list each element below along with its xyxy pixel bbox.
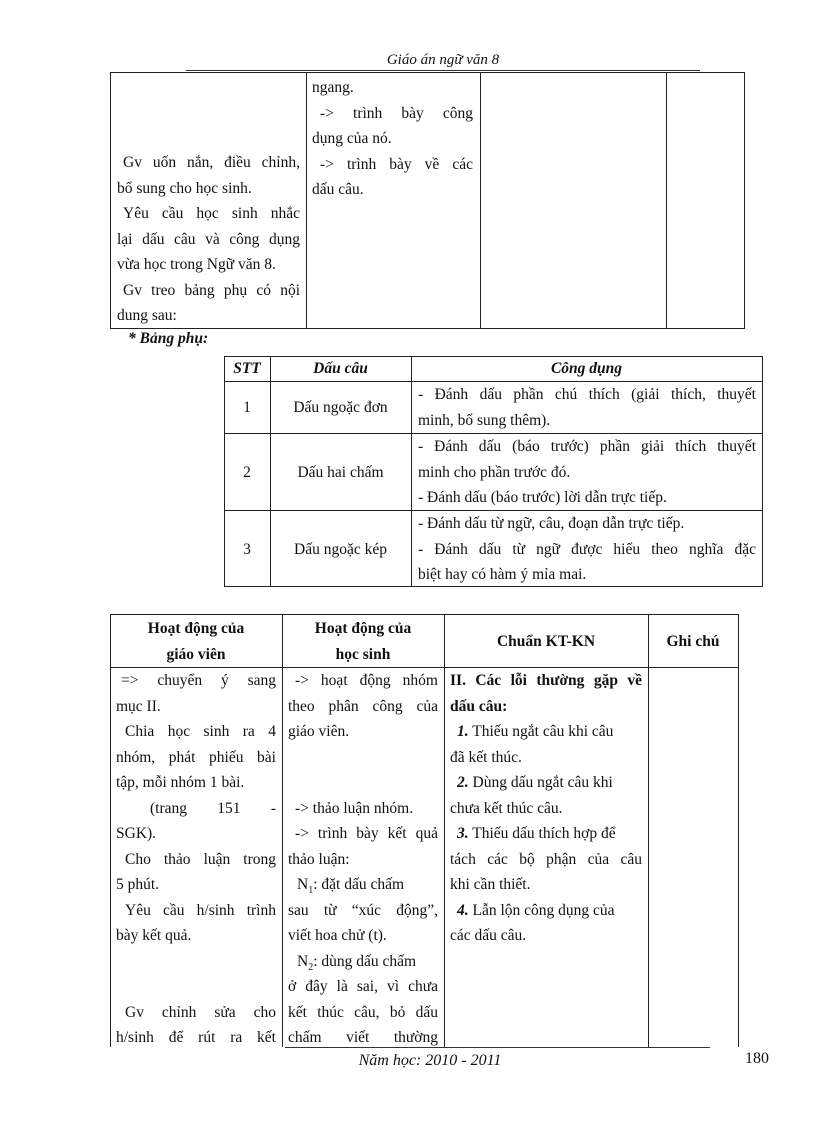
table-row-2-cong-dung: - Đánh dấu (báo trước) phần giải thích thuyết minh cho phần trước đó. - Đánh dấu (báo trước) lời dẫn trực tiếp. xyxy=(418,438,756,506)
bang-phu-label: * Bảng phụ: xyxy=(128,330,209,347)
teacher-activities: => chuyển ý sang mục II. Chia học sinh ra 4 nhóm, phát phiếu bài tập, mỗi nhóm 1 bài. (trang 151 - SGK). Cho thảo luận trong 5 phút. Yêu cầu h/sinh trình bày kết quả. Gv chỉnh sửa cho h/sinh để rút ra kết xyxy=(116,672,276,1046)
chuan-kt-kn: II. Các lỗi thường gặp về dấu câu: 1. Thiếu ngắt câu khi câu đã kết thúc. 2. Dùng dấu ngắt câu khi chưa kết thúc câu. 3. Thiếu dấu thích hợp để tách các bộ phận của câu khi cần thiết. 4. Lẫn lộn công dụng của các dấu câu. xyxy=(450,672,642,944)
table-row-2-stt: 2 xyxy=(243,464,251,481)
page-number: 180 xyxy=(745,1050,769,1067)
table-row-3-stt: 3 xyxy=(243,541,251,558)
col-header-dau-cau: Dấu câu xyxy=(313,360,368,377)
page-header: Giáo án ngữ văn 8 xyxy=(186,52,700,71)
col-header-hoc-sinh: Hoạt động của học sinh xyxy=(314,620,412,663)
table-row-1-stt: 1 xyxy=(243,399,251,416)
table-row-2-dau: Dấu hai chấm xyxy=(297,464,384,481)
col-header-giao-vien: Hoạt động của giáo viên xyxy=(147,620,245,663)
table-row-1-dau: Dấu ngoặc đơn xyxy=(293,399,388,416)
col-header-stt: STT xyxy=(233,360,261,377)
student-activities: -> hoạt động nhóm theo phân công của giáo viên. -> thảo luận nhóm. -> trình bày kết quả thảo luận: $N_1$: đặt dấu chấm sau từ “xúc động”, viết hoa chử (t). $N_2$: dùng dấu chấm ở đây là sai, vì chưa kết thúc câu, bỏ dấu chấm viết thường xyxy=(288,672,438,1046)
table-row-3-cong-dung: - Đánh dấu từ ngữ, câu, đoạn dẫn trực tiếp. - Đánh dấu từ ngữ được hiểu theo nghĩa đặc biệt hay có hàm ý mỉa mai. xyxy=(418,515,756,583)
col-header-chuan: Chuẩn KT-KN xyxy=(496,633,596,650)
page-footer: Năm học: 2010 - 2011 xyxy=(358,1052,502,1069)
table-row-3-dau: Dấu ngoặc kép xyxy=(294,541,387,558)
footer-divider xyxy=(285,1047,710,1048)
col-header-ghi-chu: Ghi chú xyxy=(666,633,720,650)
col-header-cong-dung: Công dụng xyxy=(550,360,623,377)
table-row-1-cong-dung: - Đánh dấu phần chú thích (giải thích, thuyết minh, bổ sung thêm). xyxy=(418,386,756,429)
top-teacher-cell: Gv uốn nắn, điều chỉnh, bổ sung cho học sinh. Yêu cầu học sinh nhắc lại dấu câu và công dụng vừa học trong Ngữ văn 8. Gv treo bảng phụ có nội dung sau: xyxy=(117,154,300,324)
top-student-cell: ngang. -> trình bày công dụng của nó. -> trình bày về các dấu câu. xyxy=(312,79,473,198)
